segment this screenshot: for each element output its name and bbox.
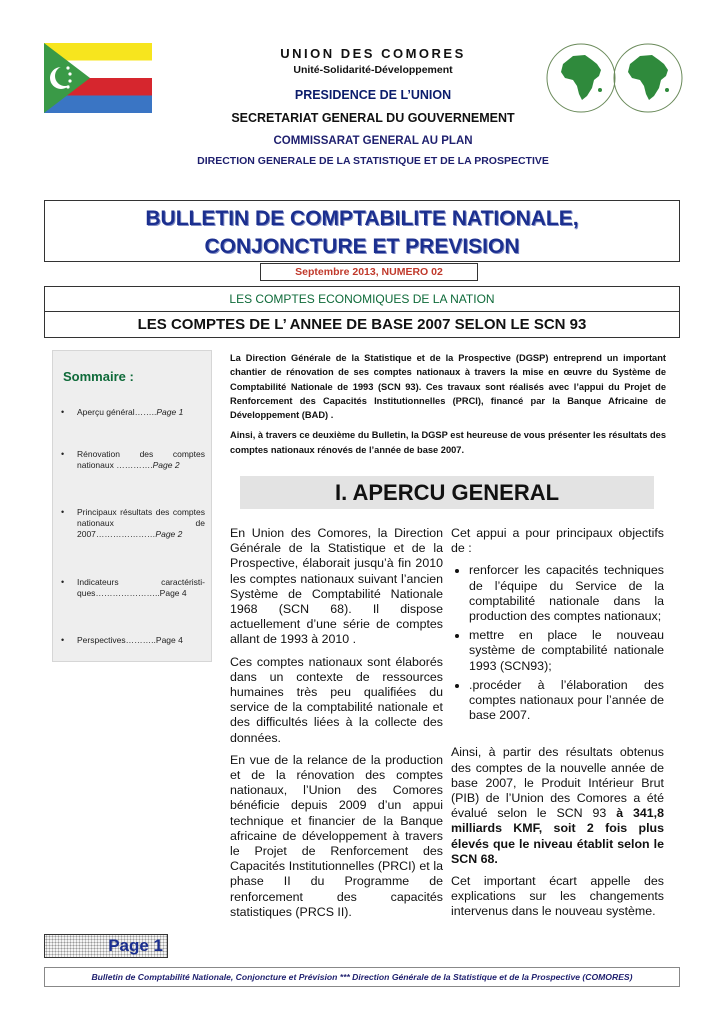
toc-item[interactable]: • Rénovation des comptes nationaux ………….Page 2 [61, 449, 205, 470]
list-item: • mettre en place le nouveau système de comptabilité nationale 1993 (SCN93); [469, 628, 664, 674]
paragraph: Cet appui a pour principaux objectifs de : [451, 526, 664, 556]
section-subtitle: LES COMPTES ECONOMIQUES DE LA NATION [45, 287, 679, 312]
section-heading: LES COMPTES DE L’ ANNEE DE BASE 2007 SELON LE SCN 93 [137, 316, 587, 333]
paragraph: Ainsi, à partir des résultats obtenus des comptes de la nouvelle année de base 2007, le Produit Intérieur Brut (PIB) de l’Union des Comores a été évalué selon le SCN 93 à 341,8 milliards KMF, soit 2 fois plus élevés que le niveau établit selon le SCN 68. [451, 745, 664, 866]
objectives-list [451, 563, 664, 723]
national-motto: Unité-Solidarité-Développement [293, 64, 453, 76]
bullet-icon: • [61, 507, 65, 517]
bulletin-title-line1: BULLETIN DE COMPTABILITE NATIONALE, [145, 207, 579, 230]
toc-item[interactable]: • Indicateurs caractéristi-ques…………………..Page 4 [61, 577, 205, 598]
highlight-result: à 341,8 milliards KMF, soit 2 fois plus élevés que le niveau établit selon le SCN 68. [451, 806, 664, 866]
intro-paragraph-1: La Direction Générale de la Statistique et de la Prospective (DGSP) entreprend un important chantier de rénovation de ses comptes nationaux à travers la mise en œuvre du Système de Comptabilité Nationale de 1993 (SCN 93). Ces travaux sont réalisés avec l’appui du Projet de Renforcement des Capacités Institutionnelles (PRCI), financé par la Banque Africaine de Développement (BAD) . [230, 353, 666, 421]
intro-paragraph-2: Ainsi, à travers ce deuxième du Bulletin, la DGSP est heureuse de vous présenter les résultats des comptes nationaux rénovés de l’année de base 2007. [230, 430, 666, 455]
presidency-heading: PRESIDENCE DE L’UNION [294, 88, 452, 102]
bullet-icon: • [61, 577, 65, 587]
toc-title: Sommaire : [63, 369, 134, 384]
table-of-contents [52, 350, 212, 662]
page-number-badge: Page 1 [44, 934, 168, 958]
apercu-heading: I. APERCU GENERAL [240, 476, 654, 509]
toc-item[interactable]: • Principaux résultats des comptes nationaux de 2007…………………Page 2 [61, 507, 205, 539]
bullet-icon: • [61, 407, 65, 417]
text-column-left [230, 526, 443, 927]
comoros-flag-icon [44, 43, 152, 113]
intro-text [230, 351, 666, 463]
bullet-icon: • [61, 635, 65, 645]
paragraph: Cet important écart appelle des explications sur les changements intervenus dans le nouveau système. [451, 874, 664, 919]
bulletin-title-line2: CONJONCTURE ET PREVISION [204, 235, 520, 258]
toc-item[interactable]: • Aperçu général……..Page 1 [61, 407, 184, 417]
list-item: • renforcer les capacités techniques de l’équipe du Service de la comptabilité nationale dans la production des comptes nationaux; [469, 563, 664, 624]
afdb-logo-icon [545, 42, 617, 114]
paragraph: En vue de la relance de la production et de la rénovation des comptes nationaux, l’Union des Comores bénéficie depuis 2009 d’un appui technique et financier de la Banque africaine de développement à travers le Projet de Renforcement des Capacités Institutionnelles (PRCI) et la phase II du Programme de renforcement des capacités statistiques (PRCS II). [230, 752, 443, 919]
page-footer: Bulletin de Comptabilité Nationale, Conjoncture et Prévision *** Direction Générale de la Statistique et de la Prospective (COMORES) [44, 967, 680, 987]
section-box [44, 286, 680, 338]
paragraph: En Union des Comores, la Direction Générale de la Statistique et de la Prospective, élaborait jusqu’à fin 2010 les comptes nationaux suivant l’ancien Système de Comptabilité Nationale 1968 (SCN 68). Il dispose actuellement d’une série de comptes allant de 1993 à 2010 . [230, 526, 443, 647]
toc-item[interactable]: • Perspectives………..Page 4 [61, 635, 183, 645]
secretariat-heading: SECRETARIAT GENERAL DU GOUVERNEMENT [231, 111, 515, 125]
direction-heading: DIRECTION GENERALE DE LA STATISTIQUE ET DE LA PROSPECTIVE [197, 155, 549, 167]
issue-label: Septembre 2013, NUMERO 02 [260, 263, 478, 281]
commissariat-heading: COMMISSARAT GENERAL AU PLAN [273, 135, 473, 147]
bulletin-title-box [44, 200, 680, 262]
afdb-logo-icon [612, 42, 684, 114]
text-column-right [451, 526, 664, 927]
bullet-icon: • [61, 449, 65, 459]
paragraph: Ces comptes nationaux sont élaborés dans un contexte de ressources humaines très peu qualifiées du service de la comptabilité nationale et des difficultés liées à la collecte des données. [230, 654, 443, 745]
list-item: • .procéder à l’élaboration des comptes nationaux pour l’année de base 2007. [469, 678, 664, 724]
country-name: UNION DES COMORES [280, 46, 466, 61]
